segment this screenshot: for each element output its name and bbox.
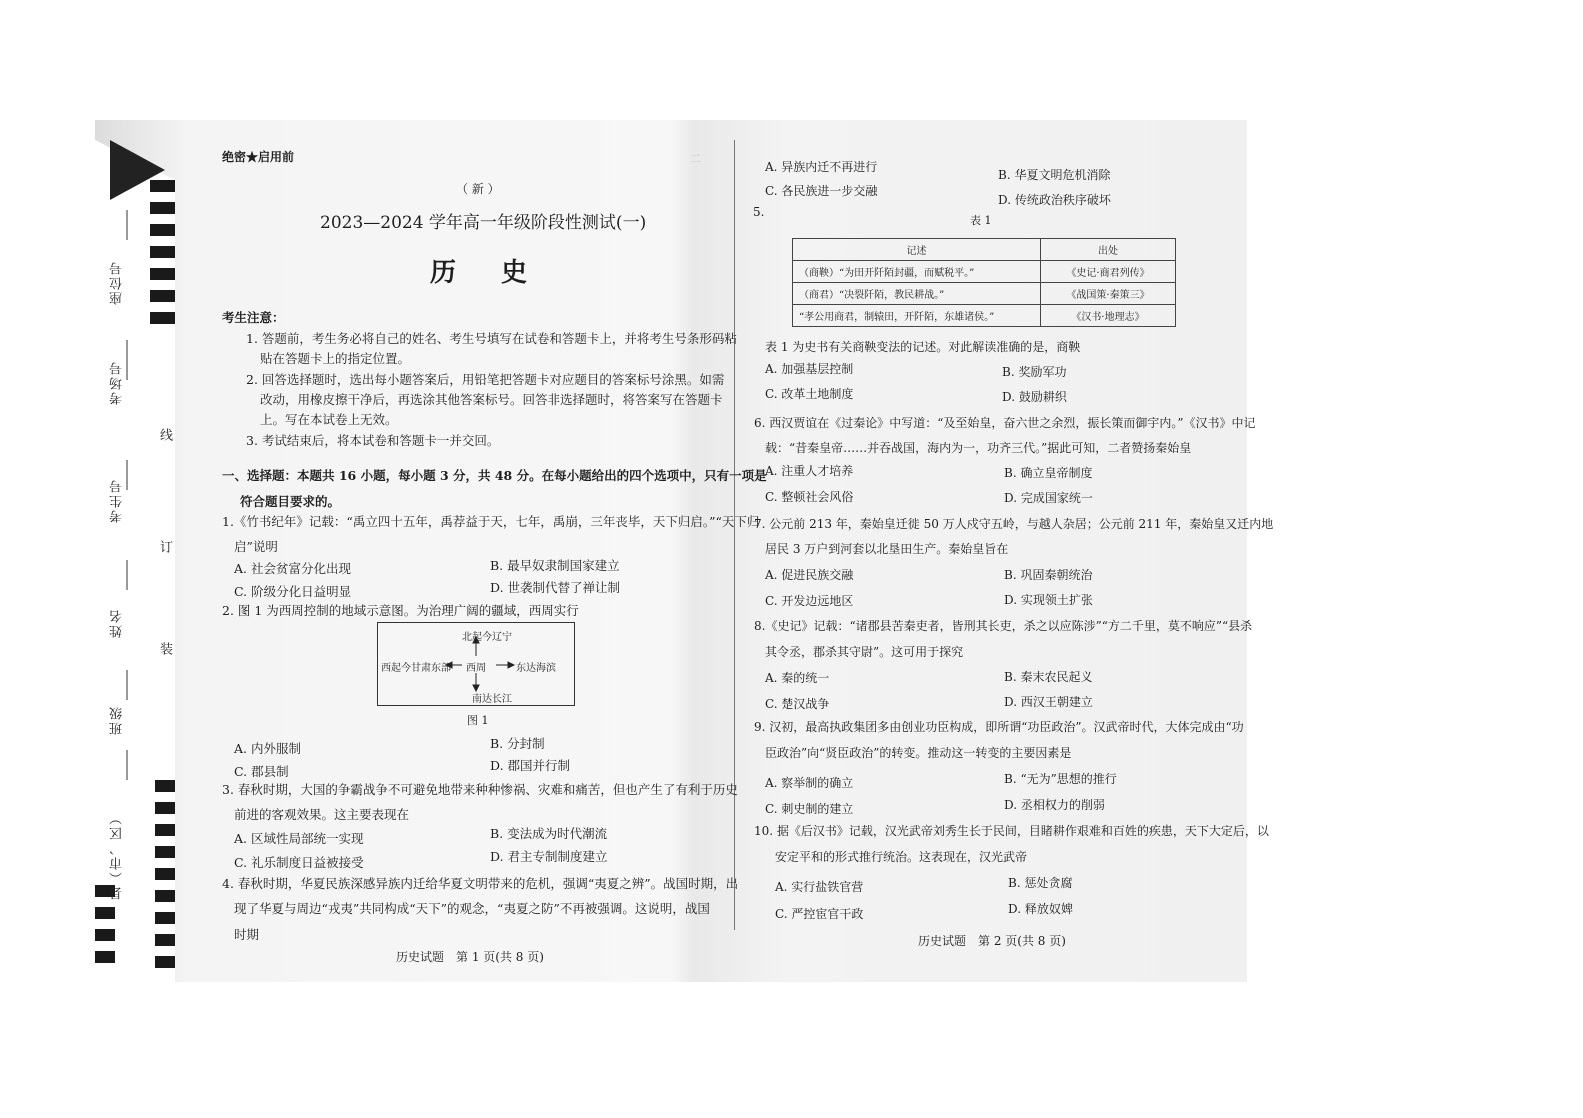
section-heading: 一、选择题：本题共 16 小题，每小题 3 分，共 48 分。在每小题给出的四个选项中，只有一项是 bbox=[222, 468, 767, 483]
mark-line: 线 bbox=[157, 428, 172, 441]
option-a[interactable]: A. 秦的统一 bbox=[765, 671, 830, 685]
table-cell: （商君）“决裂阡陌，教民耕战。” bbox=[793, 283, 1041, 305]
question-10-stem: 安定平和的形式推行统治。这表现在，汉光武帝 bbox=[775, 850, 1028, 864]
page-divider bbox=[734, 140, 735, 930]
option-b[interactable]: B. 变法成为时代潮流 bbox=[490, 826, 608, 841]
question-9-stem: 9. 汉初，最高执政集团多由创业功臣构成，即所谓“功臣政治”。汉武帝时代，大体完成由“功 bbox=[754, 720, 1244, 734]
option-d[interactable]: D. 释放奴婢 bbox=[1008, 902, 1073, 916]
option-c[interactable]: C. 礼乐制度日益被接受 bbox=[234, 855, 364, 870]
option-d[interactable]: D. 鼓励耕织 bbox=[1002, 390, 1067, 404]
question-6-stem: 6. 西汉贾谊在《过秦论》中写道：“及至始皇，奋六世之余烈，振长策而御宇内。”《汉书》中记 bbox=[754, 416, 1256, 430]
page-1-footer: 历史试题 第 1 页(共 8 页) bbox=[396, 950, 544, 964]
table-cell: 《战国策·秦策三》 bbox=[1041, 283, 1176, 305]
question-5-number: 5. bbox=[753, 205, 765, 219]
notice-line: 贴在答题卡上的指定位置。 bbox=[260, 351, 411, 366]
option-b[interactable]: B. 巩固秦朝统治 bbox=[1004, 568, 1093, 582]
figure-east-label: 东达海滨 bbox=[516, 663, 556, 674]
secret-label: 绝密★启用前 bbox=[222, 150, 295, 164]
label-class: 班级 bbox=[110, 705, 125, 735]
table-1-caption: 表 1 bbox=[970, 214, 992, 227]
figure-1-caption: 图 1 bbox=[467, 714, 489, 727]
exam-title: 2023—2024 学年高一年级阶段性测试(一) bbox=[320, 213, 647, 233]
mark-pack: 装 bbox=[157, 642, 172, 655]
option-d[interactable]: D. 世袭制代替了禅让制 bbox=[490, 580, 621, 595]
option-d[interactable]: D. 传统政治秩序破坏 bbox=[998, 193, 1111, 207]
question-7-stem: 居民 3 万户到河套以北垦田生产。秦始皇旨在 bbox=[765, 542, 1009, 556]
question-4-stem: 4. 春秋时期，华夏民族深感异族内迁给华夏文明带来的危机，强调“夷夏之辨”。战国时期，出 bbox=[222, 876, 739, 891]
question-10-stem: 10. 据《后汉书》记载，汉光武帝刘秀生长于民间，目睹耕作艰难和百姓的疾患，天下大定后，以 bbox=[754, 824, 1269, 838]
option-b[interactable]: B. 确立皇帝制度 bbox=[1004, 466, 1093, 480]
question-6-stem: 载：“昔秦皇帝……并吞战国，海内为一，功齐三代。”据此可知，二者赞扬秦始皇 bbox=[765, 441, 1192, 455]
label-room: 考场号 bbox=[110, 360, 125, 405]
table-header-cell: 出处 bbox=[1041, 239, 1176, 261]
option-b[interactable]: B. “无为”思想的推行 bbox=[1004, 772, 1117, 786]
option-d[interactable]: D. 完成国家统一 bbox=[1004, 491, 1093, 505]
option-c[interactable]: C. 开发边远地区 bbox=[765, 594, 854, 608]
table-cell: （商鞅）“为田开阡陌封疆，而赋税平。” bbox=[793, 261, 1041, 283]
paper-tag: （ 新 ） bbox=[456, 182, 500, 196]
option-a[interactable]: A. 察举制的确立 bbox=[765, 776, 854, 790]
question-3-stem: 3. 春秋时期，大国的争霸战争不可避免地带来种种惨祸、灾难和痛苦，但也产生了有利于历史 bbox=[222, 782, 738, 797]
label-name: 姓名 bbox=[110, 608, 125, 638]
question-9-stem: 臣政治”向“贤臣政治”的转变。推动这一转变的主要因素是 bbox=[765, 746, 1072, 760]
option-b[interactable]: B. 分封制 bbox=[490, 736, 545, 751]
question-2-stem: 2. 图 1 为西周控制的地域示意图。为治理广阔的疆域，西周实行 bbox=[222, 603, 579, 618]
question-5-stem: 表 1 为史书有关商鞅变法的记述。对此解读准确的是，商鞅 bbox=[765, 340, 1081, 354]
option-a[interactable]: A. 区域性局部统一实现 bbox=[234, 831, 364, 846]
figure-center-label: 西周 bbox=[466, 663, 486, 674]
notice-line: 上。写在本试卷上无效。 bbox=[260, 412, 398, 427]
figure-south-label: 南达长江 bbox=[472, 694, 512, 705]
notice-line: 2. 回答选择题时，选出每小题答案后，用铅笔把答题卡对应题目的答案标号涂黑。如需 bbox=[246, 372, 725, 387]
question-4-stem: 现了华夏与周边“戎夷”共同构成“天下”的观念，“夷夏之防”不再被强调。这说明，战国 bbox=[234, 901, 710, 916]
option-d[interactable]: D. 君主专制制度建立 bbox=[490, 849, 608, 864]
option-a[interactable]: A. 社会贫富分化出现 bbox=[234, 561, 351, 576]
option-b[interactable]: B. 华夏文明危机消除 bbox=[998, 168, 1111, 182]
show-through-text: 二 bbox=[690, 152, 701, 165]
option-a[interactable]: A. 异族内迁不再进行 bbox=[765, 160, 878, 174]
label-seat: 座位号 bbox=[110, 260, 125, 305]
option-a[interactable]: A. 注重人才培养 bbox=[765, 464, 854, 478]
question-1-stem: 1.《竹书纪年》记载：“禹立四十五年，禹荐益于天，七年，禹崩，三年丧毕，天下归启。”“天下归 bbox=[222, 514, 760, 529]
table-1 bbox=[792, 238, 1176, 327]
option-a[interactable]: A. 加强基层控制 bbox=[765, 362, 854, 376]
option-c[interactable]: C. 严控宦官干政 bbox=[775, 907, 864, 921]
section-heading: 符合题目要求的。 bbox=[240, 494, 341, 509]
question-8-stem: 其令丞，郡杀其守尉”。这可用于探究 bbox=[765, 645, 964, 659]
option-d[interactable]: D. 丞相权力的削弱 bbox=[1004, 798, 1105, 812]
table-cell: “孝公用商君，制辕田，开阡陌，东雄诸侯。” bbox=[793, 305, 1041, 327]
option-c[interactable]: C. 郡县制 bbox=[234, 764, 289, 779]
notice-line: 1. 答题前，考生务必将自己的姓名、考生号填写在试卷和答题卡上，并将考生号条形码粘 bbox=[246, 331, 737, 346]
option-d[interactable]: D. 郡国并行制 bbox=[490, 758, 571, 773]
option-b[interactable]: B. 秦末农民起义 bbox=[1004, 670, 1093, 684]
option-a[interactable]: A. 内外服制 bbox=[234, 741, 301, 756]
option-c[interactable]: C. 改革土地制度 bbox=[765, 387, 854, 401]
table-row bbox=[793, 283, 1176, 305]
table-cell: 《史记·商君列传》 bbox=[1041, 261, 1176, 283]
option-c[interactable]: C. 刺史制的建立 bbox=[765, 802, 854, 816]
label-candidate-no: 考生号 bbox=[110, 478, 125, 523]
option-a[interactable]: A. 实行盐铁官营 bbox=[775, 880, 864, 894]
question-3-stem: 前进的客观效果。这主要表现在 bbox=[234, 807, 410, 822]
figure-north-label: 北起今辽宁 bbox=[462, 632, 512, 643]
figure-west-label: 西起今甘肃东部 bbox=[381, 663, 451, 674]
subject-title: 历 史 bbox=[430, 258, 546, 288]
binding-stripes bbox=[95, 140, 175, 982]
notice-heading: 考生注意： bbox=[222, 310, 285, 325]
notice-line: 改动，用橡皮擦干净后，再选涂其他答案标号。回答非选择题时，将答案写在答题卡 bbox=[260, 392, 723, 407]
table-row bbox=[793, 305, 1176, 327]
figure-1-map bbox=[377, 622, 575, 706]
question-8-stem: 8.《史记》记载：“诸郡县苦秦吏者，皆刑其长吏，杀之以应陈涉”“方二千里，莫不响应”“县杀 bbox=[754, 619, 1253, 633]
option-b[interactable]: B. 最早奴隶制国家建立 bbox=[490, 558, 620, 573]
option-c[interactable]: C. 整顿社会风俗 bbox=[765, 490, 854, 504]
option-d[interactable]: D. 实现领土扩张 bbox=[1004, 593, 1093, 607]
option-c[interactable]: C. 阶级分化日益明显 bbox=[234, 584, 352, 599]
notice-line: 3. 考试结束后，将本试卷和答题卡一并交回。 bbox=[246, 433, 500, 448]
mark-bind: 订 bbox=[157, 540, 172, 553]
option-c[interactable]: C. 各民族进一步交融 bbox=[765, 184, 878, 198]
question-1-stem: 启”说明 bbox=[234, 539, 278, 554]
page-2-footer: 历史试题 第 2 页(共 8 页) bbox=[918, 934, 1066, 948]
option-b[interactable]: B. 奖励军功 bbox=[1002, 365, 1067, 379]
table-row bbox=[793, 261, 1176, 283]
table-header-cell: 记述 bbox=[793, 239, 1041, 261]
question-4-stem: 时期 bbox=[234, 927, 260, 942]
option-a[interactable]: A. 促进民族交融 bbox=[765, 568, 854, 582]
option-b[interactable]: B. 惩处贪腐 bbox=[1008, 876, 1073, 890]
option-c[interactable]: C. 楚汉战争 bbox=[765, 697, 830, 711]
question-7-stem: 7. 公元前 213 年，秦始皇迁徙 50 万人戍守五岭，与越人杂居；公元前 211 年，秦始皇又迁内地 bbox=[754, 517, 1274, 531]
table-cell: 《汉书·地理志》 bbox=[1041, 305, 1176, 327]
option-d[interactable]: D. 西汉王朝建立 bbox=[1004, 695, 1093, 709]
label-county: 县（市、区） bbox=[110, 810, 125, 900]
table-header-row bbox=[793, 239, 1176, 261]
